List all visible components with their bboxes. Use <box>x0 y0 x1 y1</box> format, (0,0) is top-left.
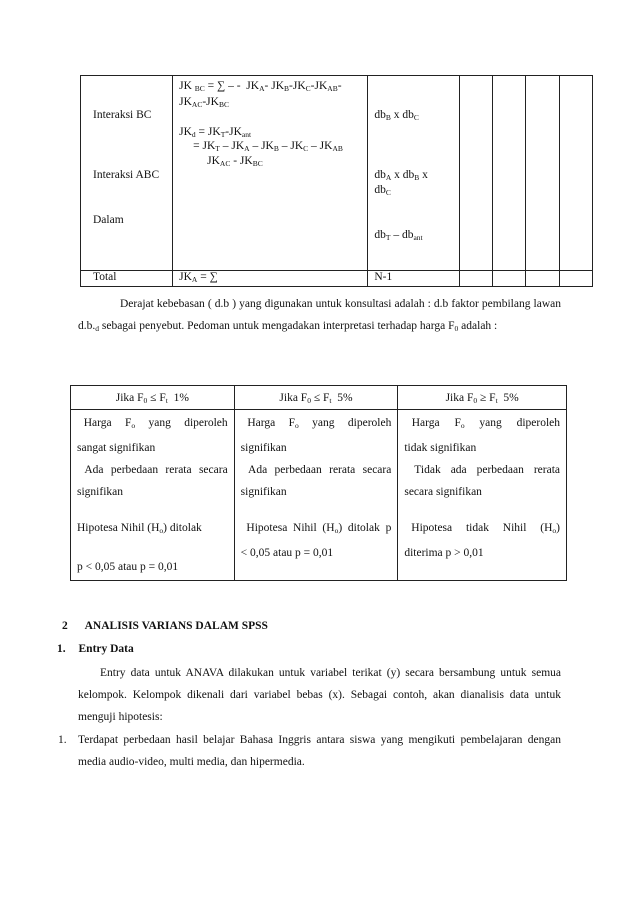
formula-jk-bc-line1: JK $_{BC}$ = ∑ – - $JK_A-$ $JK_B-JK_C-JK_{AB}-$ <box>179 80 342 93</box>
anova-table <box>80 75 593 287</box>
empty-cell <box>526 271 559 287</box>
empty-cell <box>526 76 559 271</box>
criteria-item: signifikan <box>240 442 287 454</box>
source-cell <box>81 76 173 271</box>
criteria-item: sangat signifikan <box>77 442 156 454</box>
row-label-total: Total <box>93 271 117 283</box>
subheading-number: 1. <box>57 643 66 655</box>
criteria-item: p < 0,05 atau p = 0,01 <box>77 561 179 573</box>
criteria-item: Ada perbedaan rerata secara <box>240 464 392 476</box>
empty-cell <box>492 76 525 271</box>
criteria-col-1 <box>71 410 235 581</box>
criteria-table <box>70 385 567 581</box>
criteria-item: secara signifikan <box>404 486 482 498</box>
criteria-header-3: Jika $F_0 \ge F_t$ 5% <box>398 386 567 410</box>
jk-cell <box>173 76 368 271</box>
section-heading <box>62 620 268 632</box>
db-abc-line2: $db_C$ <box>374 184 391 197</box>
criteria-item: Harga $F_o$ yang diperoleh <box>404 417 560 430</box>
db-cell <box>368 76 459 271</box>
empty-cell <box>492 271 525 287</box>
row-label-dalam: Dalam <box>93 214 124 226</box>
formula-jk-d-line1: $JK_d = JK_T-JK_{ant}$ <box>179 126 252 139</box>
criteria-col-2 <box>234 410 398 581</box>
formula-jk-d-line2: = $JK_T - JK_A - JK_B - JK_C - JK_{AB}$ <box>193 140 343 153</box>
empty-cell <box>459 76 492 271</box>
criteria-item: Harga $F_o$ yang diperoleh <box>240 417 392 430</box>
criteria-item: signifikan <box>77 486 123 498</box>
criteria-item: < 0,05 atau p = 0,01 <box>240 547 334 559</box>
list-item-1 <box>58 729 561 773</box>
criteria-header-2: Jika $F_0 \le F_t$ 5% <box>234 386 398 410</box>
paragraph-entry-data-text: Entry data untuk ANAVA dilakukan untuk variabel terikat (y) secara bersambung untuk semua kelompok. Kelompok dikenali dari variabel bebas (x). Sebagai contoh, akan dianalisis data untuk menguji hipotesis: <box>78 667 561 723</box>
db-total: N-1 <box>374 271 393 283</box>
list-item-number: 1. <box>58 734 67 746</box>
list-item-text: Terdapat perbedaan hasil belajar Bahasa Inggris antara siswa yang mengikuti pembelajaran dengan media audio-video, multi media, dan hipermedia. <box>78 734 561 768</box>
total-jk-cell <box>173 271 368 287</box>
paragraph-derajat-kebebasan: Derajat kebebasan ( d.b ) yang digunakan untuk konsultasi adalah : d.b faktor pembilang lawan $d.b._d$ sebagai penyebut. Pedoman untuk mengadakan interpretasi terhadap harga $F_0$ adalah : <box>78 298 561 333</box>
criteria-item: diterima p > 0,01 <box>404 547 484 559</box>
criteria-header-1: Jika $F_0 \le F_t$ 1% <box>71 386 235 410</box>
criteria-item: Hipotesa Nihil $(H_o)$ ditolak p <box>240 522 392 535</box>
row-label-interaksi-abc: Interaksi ABC <box>93 169 160 181</box>
formula-jk-d-line3: $JK_{AC} - JK_{BC}$ <box>207 155 263 168</box>
db-dalam: $db_T - db_{ant}$ <box>374 229 423 242</box>
criteria-item: Tidak ada perbedaan rerata <box>404 464 560 476</box>
criteria-item: signifikan <box>240 486 287 498</box>
criteria-item: Hipotesa Nihil $(H_o)$ ditolak <box>77 522 202 535</box>
empty-cell <box>559 271 592 287</box>
total-label-cell <box>81 271 173 287</box>
subheading-title: Entry Data <box>78 643 134 655</box>
paragraph-entry-data <box>78 662 561 728</box>
total-db-cell <box>368 271 459 287</box>
criteria-item: Harga $F_o$ yang diperoleh <box>77 417 228 430</box>
criteria-col-3 <box>398 410 567 581</box>
criteria-item: Hipotesa tidak Nihil $(H_o)$ <box>404 522 560 535</box>
empty-cell <box>459 271 492 287</box>
section-title: ANALISIS VARIANS DALAM SPSS <box>84 620 268 632</box>
criteria-item: Ada perbedaan rerata secara <box>77 464 228 476</box>
formula-jk-bc-line2: $JK_{AC}-JK_{BC}$ <box>179 96 229 109</box>
criteria-item: tidak signifikan <box>404 442 477 454</box>
section-number: 2 <box>62 620 68 632</box>
formula-jk-total: $JK_A$ = ∑ <box>179 271 218 284</box>
row-label-interaksi-bc: Interaksi BC <box>93 109 152 121</box>
db-abc-line1: $db_A$ x $db_B$ x <box>374 169 428 182</box>
db-bc: $db_B$ x $db_C$ <box>374 109 419 122</box>
empty-cell <box>559 76 592 271</box>
subheading <box>57 643 134 655</box>
